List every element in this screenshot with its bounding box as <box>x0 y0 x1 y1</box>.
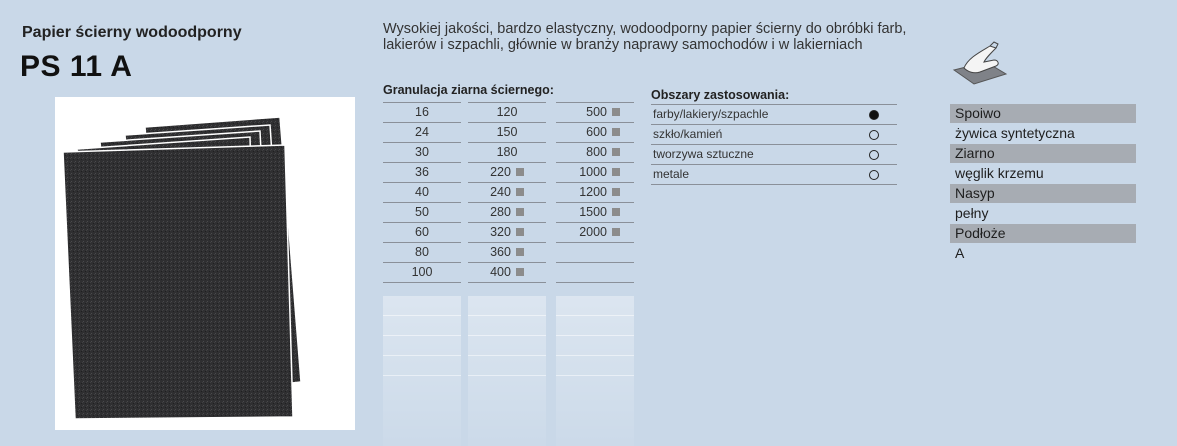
applications-heading: Obszary zastosowania: <box>651 88 790 102</box>
availability-marker-icon <box>612 168 620 176</box>
faded-table-area <box>556 296 634 446</box>
grit-cell: 1500 <box>556 202 634 222</box>
grit-column-2 <box>468 102 546 283</box>
grit-cell: 36 <box>383 162 461 182</box>
application-row: szkło/kamień <box>651 124 897 144</box>
grit-cell: 16 <box>383 102 461 122</box>
grit-cell: 24 <box>383 122 461 142</box>
availability-marker-icon <box>612 148 620 156</box>
availability-marker-icon <box>612 188 620 196</box>
grit-cell: 120 <box>468 102 546 122</box>
grit-cell: 360 <box>468 242 546 262</box>
property-label-grain: Ziarno <box>950 144 1136 163</box>
grit-cell: 800 <box>556 142 634 162</box>
grit-cell: 220 <box>468 162 546 182</box>
empty-circle-icon <box>869 150 879 160</box>
grit-cell: 320 <box>468 222 546 242</box>
grit-cell: 50 <box>383 202 461 222</box>
properties-panel <box>950 104 1136 264</box>
grit-cell: 30 <box>383 142 461 162</box>
property-value-binder: żywica syntetyczna <box>955 125 1075 141</box>
availability-marker-icon <box>516 248 524 256</box>
availability-marker-icon <box>516 228 524 236</box>
property-value-grain: węglik krzemu <box>955 165 1044 181</box>
grit-cell: 60 <box>383 222 461 242</box>
grit-cell: 600 <box>556 122 634 142</box>
availability-marker-icon <box>516 168 524 176</box>
grit-cell: 400 <box>468 262 546 283</box>
grit-cell: 1200 <box>556 182 634 202</box>
grit-heading: Granulacja ziarna ściernego: <box>383 83 554 97</box>
grit-cell: 2000 <box>556 222 634 242</box>
product-subtitle: Papier ścierny wodoodporny <box>22 24 242 41</box>
grit-column-3 <box>556 102 634 283</box>
availability-marker-icon <box>612 228 620 236</box>
filled-circle-icon <box>869 110 879 120</box>
grit-cell <box>556 262 634 283</box>
empty-circle-icon <box>869 130 879 140</box>
product-description: Wysokiej jakości, bardzo elastyczny, wodoodporny papier ścierny do obróbki farb, lakierów i szpachli, głównie w branży naprawy samochodów i w lakierniach <box>383 21 907 53</box>
sandpaper-sheets-image <box>55 97 355 430</box>
hand-sanding-icon <box>950 40 1010 93</box>
application-row: metale <box>651 164 897 185</box>
product-title: PS 11 A <box>20 50 133 83</box>
empty-circle-icon <box>869 170 879 180</box>
availability-marker-icon <box>612 208 620 216</box>
grit-cell: 100 <box>383 262 461 283</box>
availability-marker-icon <box>516 268 524 276</box>
grit-cell: 80 <box>383 242 461 262</box>
availability-marker-icon <box>612 108 620 116</box>
property-label-backing: Podłoże <box>950 224 1136 243</box>
faded-table-area <box>383 296 461 446</box>
faded-table-area <box>468 296 546 446</box>
availability-marker-icon <box>612 128 620 136</box>
grit-cell: 1000 <box>556 162 634 182</box>
grit-cell: 500 <box>556 102 634 122</box>
property-label-coating: Nasyp <box>950 184 1136 203</box>
property-value-backing: A <box>955 245 965 261</box>
grit-cell: 280 <box>468 202 546 222</box>
availability-marker-icon <box>516 208 524 216</box>
grit-cell <box>556 242 634 262</box>
grit-cell: 150 <box>468 122 546 142</box>
availability-marker-icon <box>516 188 524 196</box>
property-value-coating: pełny <box>955 205 989 221</box>
grit-column-1 <box>383 102 461 283</box>
applications-list <box>651 104 897 185</box>
property-label-binder: Spoiwo <box>950 104 1136 123</box>
application-row: tworzywa sztuczne <box>651 144 897 164</box>
application-row: farby/lakiery/szpachle <box>651 104 897 124</box>
grit-cell: 180 <box>468 142 546 162</box>
grit-cell: 240 <box>468 182 546 202</box>
grit-cell: 40 <box>383 182 461 202</box>
